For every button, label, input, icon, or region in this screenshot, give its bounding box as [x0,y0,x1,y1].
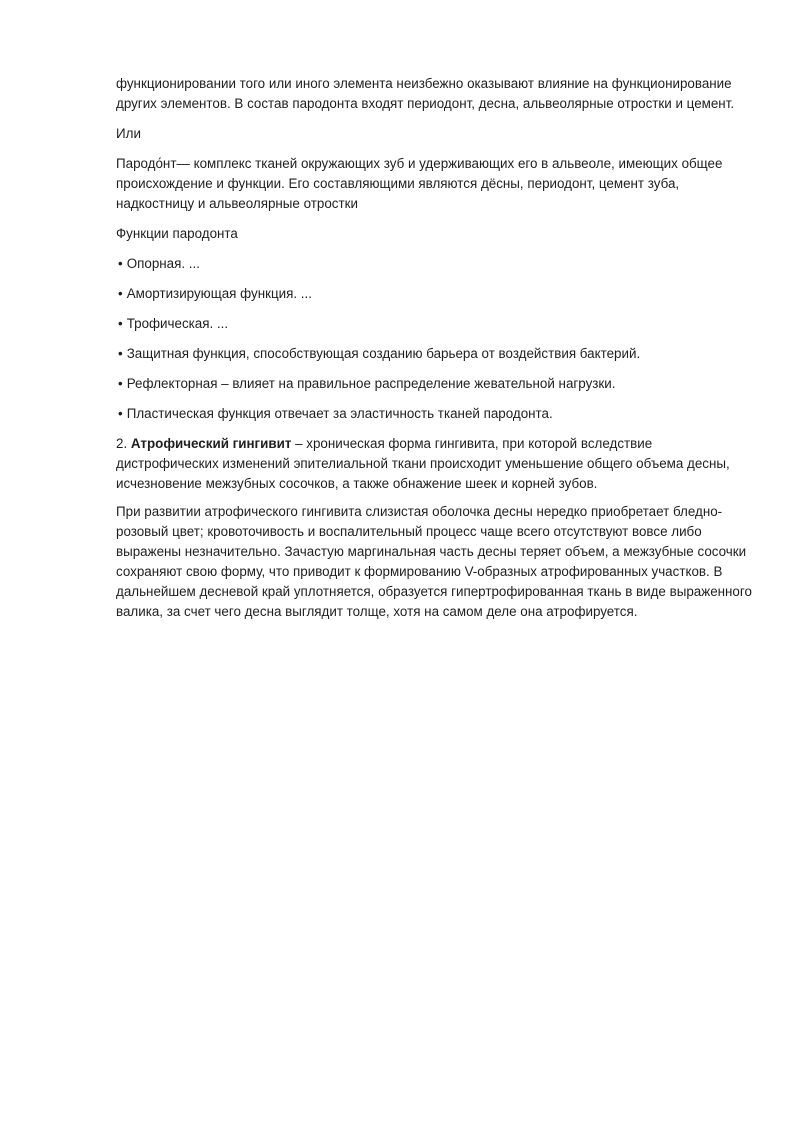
bullet-icon: • [118,346,123,361]
paragraph-development: При развитии атрофического гингивита слизистая оболочка десны нередко приобретает бледно-розовый цвет; кровоточивость и воспалительный процесс чаще всего отсутствуют вовсе либо выражены незначительно. Зачастую маргинальная часть десны теряет объем, а межзубные сосочки сохраняют свою форму, что приводит к формированию V-образных атрофированных участков. В дальнейшем десневой край уплотняется, образуется гипертрофированная ткань в виде выраженного валика, за счет чего десна выглядит толще, хотя на самом деле она атрофируется. [116,504,752,619]
bullet-icon: • [118,256,123,271]
paragraph-intro: функционировании того или иного элемента неизбежно оказывают влияние на функционирование других элементов. В состав пародонта входят периодонт, десна, альвеолярные отростки и цемент. [116,76,735,111]
term-atrophic-gingivitis: Атрофический гингивит [130,436,292,451]
atrophic-definition: – хроническая форма гингивита, при которой вследствие дистрофических изменений эпителиальной ткани происходит уменьшение общего объема десны, исчезновение межзубных сосочков, а также обнажение шеек и корней зубов. [116,436,730,491]
list-item [118,404,756,424]
list-item [118,254,756,274]
bullet-icon: • [118,286,123,301]
item-number: 2. [116,436,128,451]
list-item [118,374,756,394]
bullet-icon: • [118,376,123,391]
functions-list [116,254,756,424]
paragraph-or: Или [116,126,141,141]
paragraph-atrophic-gingivitis [116,434,756,494]
bullet-icon: • [118,316,123,331]
list-item-text: Защитная функция, способствующая созданию барьера от воздействия бактерий. [126,346,641,361]
list-item [118,284,756,304]
list-item-text: Опорная. ... [126,256,200,271]
paragraph-parodont-definition: Пародо́нт— комплекс тканей окружающих зуб и удерживающих его в альвеоле, имеющих общее происхождение и функции. Его составляющими являются дёсны, периодонт, цемент зуба, надкостницу и альвеолярные отростки [116,156,723,211]
functions-heading: Функции пародонта [116,226,238,241]
document-body [116,74,756,622]
list-item [118,344,756,364]
list-item-text: Амортизирующая функция. ... [126,286,312,301]
list-item-text: Трофическая. ... [126,316,229,331]
list-item [118,314,756,334]
list-item-text: Пластическая функция отвечает за эластичность тканей пародонта. [126,406,553,421]
list-item-text: Рефлекторная – влияет на правильное распределение жевательной нагрузки. [126,376,616,391]
bullet-icon: • [118,406,123,421]
